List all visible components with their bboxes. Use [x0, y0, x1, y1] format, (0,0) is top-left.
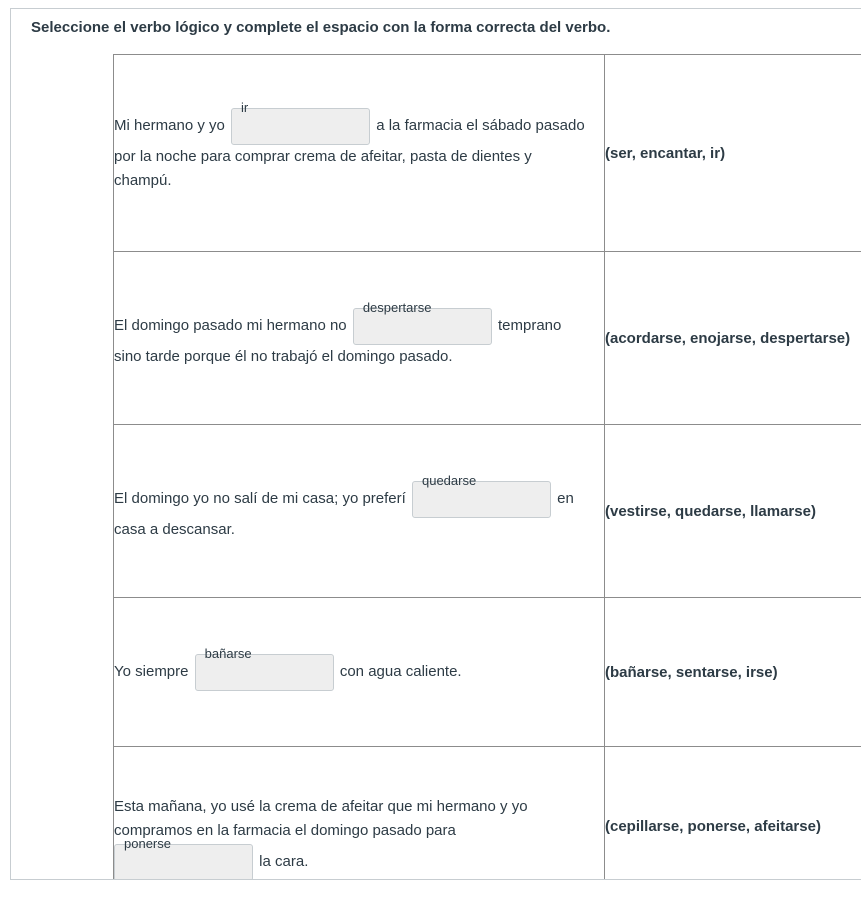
table-row — [114, 598, 861, 747]
table-row — [114, 747, 861, 881]
answer-value: quedarse — [421, 472, 477, 488]
sentence-text: Esta mañana, yo usé la crema de afeitar que mi hermano y yo — [114, 798, 528, 815]
answer-value: ir — [241, 99, 249, 115]
answer-value: ponerse — [124, 835, 171, 851]
sentence-text: a la farmacia el sábado pasado — [376, 117, 585, 135]
sentence-text: El domingo yo no salí de mi casa; yo preferí — [114, 490, 406, 508]
sentence-text: con agua caliente. — [339, 663, 462, 681]
sentence-text: casa a descansar. — [114, 520, 235, 538]
table-row — [114, 55, 861, 252]
verb-options: (vestirse, quedarse, llamarse) — [605, 425, 861, 598]
sentence-cell — [114, 425, 605, 598]
verb-options: (acordarse, enojarse, despertarse) — [605, 252, 861, 425]
verb-options: (ser, encantar, ir) — [605, 55, 861, 252]
answer-field[interactable] — [412, 472, 551, 518]
sentence-text: El domingo pasado mi hermano no — [114, 317, 347, 335]
table-row — [114, 252, 861, 425]
sentence-text: Mi hermano y yo — [114, 117, 225, 135]
sentence-cell — [114, 598, 605, 747]
question-frame — [10, 8, 861, 880]
answer-field[interactable] — [231, 99, 370, 145]
sentence-text: en — [557, 490, 574, 508]
answer-value: despertarse — [362, 299, 432, 315]
sentence-text: sino tarde porque él no trabajó el domingo pasado. — [114, 347, 453, 365]
sentence-cell — [114, 747, 605, 881]
table-row — [114, 425, 861, 598]
answer-field[interactable] — [195, 645, 334, 691]
sentence-text: la cara. — [259, 853, 309, 870]
answer-field[interactable] — [114, 835, 253, 880]
sentence-text: Yo siempre — [114, 663, 189, 681]
sentence-cell — [114, 252, 605, 425]
sentence-text: compramos en la farmacia el domingo pasado para — [114, 822, 456, 839]
answer-value: bañarse — [204, 645, 252, 661]
sentence-cell — [114, 55, 605, 252]
question-instructions: Seleccione el verbo lógico y complete el espacio con la forma correcta del verbo. — [31, 19, 611, 36]
exercise-table — [113, 54, 861, 880]
answer-field[interactable] — [353, 299, 492, 345]
sentence-text: temprano — [497, 317, 562, 335]
sentence-text: por la noche para comprar crema de afeitar, pasta de dientes y champú. — [114, 147, 532, 189]
verb-options: (bañarse, sentarse, irse) — [605, 598, 861, 747]
verb-options: (cepillarse, ponerse, afeitarse) — [605, 747, 861, 881]
